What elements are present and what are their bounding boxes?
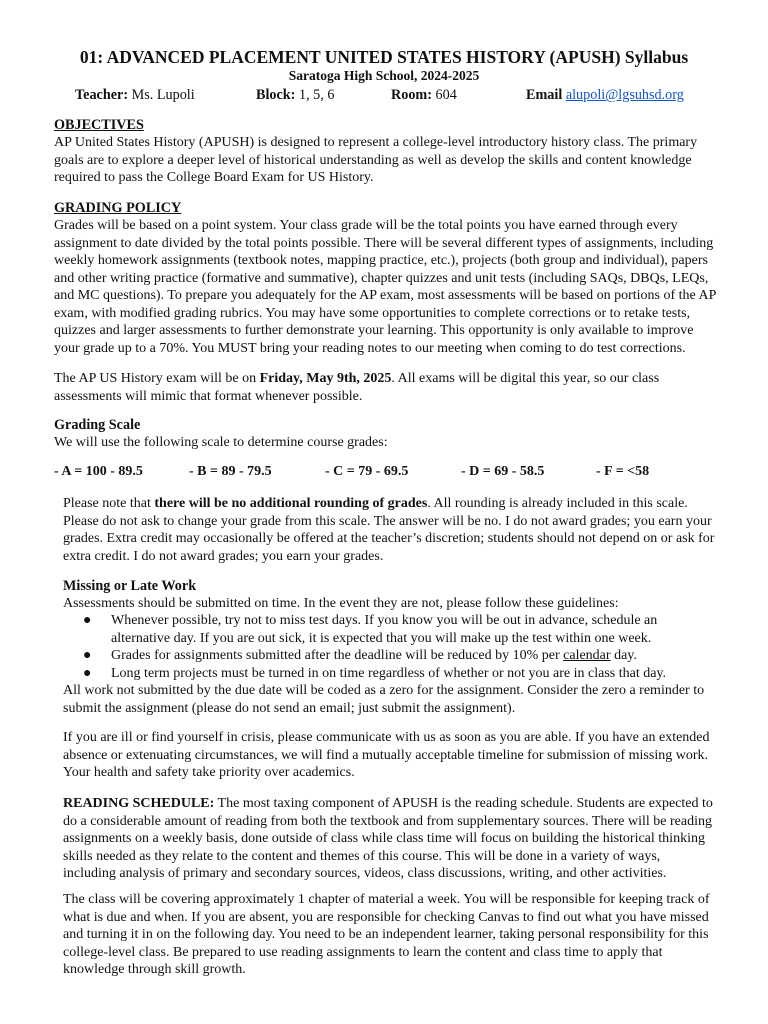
- bullet-icon: ●: [83, 613, 92, 628]
- objectives-heading: OBJECTIVES: [54, 117, 144, 133]
- grading-policy-text: Grades will be based on a point system. Your class grade will be the total points you have earned through every assignment to date divided by the total points possible. There will be several different types of assignments, including weekly homework assignments (textbook notes, mapping practice, etc.), projects (both group and individual), papers and other writing practice (formative and summative), chapter quizzes and unit tests (including SAQs, DBQs, LEQs, and MC questions). To prepare you adequately for the AP exam, most assessments will be based on portions of the AP exam, with modified grading rubrics. You may have some opportunities to complete corrections or to retake tests, quizzes and larger assessments to further demonstrate your learning. This opportunity is only available to improve your grade up to a 70%. You MUST bring your reading notes to our meeting when coming to do test corrections.: [54, 218, 716, 356]
- teacher-label: Teacher:: [75, 87, 129, 103]
- email-link[interactable]: alupoli@lgsuhsd.org: [565, 87, 684, 103]
- grade-d: - D = 69 - 58.5: [461, 464, 545, 479]
- rounding-note-bold: there will be no additional rounding of grades: [154, 496, 428, 511]
- teacher-info: [75, 86, 195, 104]
- block-value: 1, 5, 6: [298, 87, 335, 103]
- guideline-text: Whenever possible, try not to miss test days. If you know you will be out in advance, schedule an alternative day. If you are out sick, it is expected that you will make up the test within one week.: [111, 613, 658, 646]
- exam-date-post: . All exams will be digital this year, so our class assessments will mimic that format whenever possible.: [54, 371, 660, 404]
- page-title: 01: ADVANCED PLACEMENT UNITED STATES HISTORY (APUSH) Syllabus: [79, 47, 689, 67]
- crisis-paragraph: If you are ill or find yourself in crisis, please communicate with us as soon as you are able. If you have an extended absence or extenuating circumstances, we will find a mutually acceptable timeline for submission of missing work. Your health and safety take priority over academics.: [63, 730, 710, 780]
- late-work-intro: Assessments should be submitted on time. In the event they are not, please follow these guidelines:: [63, 596, 619, 611]
- email-info: [526, 86, 684, 104]
- bullet-icon: ●: [83, 648, 92, 663]
- grade-a: - A = 100 - 89.5: [54, 464, 143, 479]
- late-work-guidelines: [63, 612, 715, 682]
- email-label: Email: [526, 87, 563, 103]
- grade-c: - C = 79 - 69.5: [325, 464, 409, 479]
- grade-f: - F = <58: [596, 464, 650, 479]
- objectives-text: AP United States History (APUSH) is designed to represent a college-level introductory history class. The primary goals are to explore a deeper level of historical understanding as well as develop the skills and content knowledge required to pass the College Board Exam for US History.: [54, 135, 698, 185]
- grading-scale-intro: We will use the following scale to determine course grades:: [54, 435, 388, 450]
- exam-date: Friday, May 9th, 2025: [259, 371, 392, 386]
- block-label: Block:: [256, 87, 296, 103]
- late-work-heading: Missing or Late Work: [63, 578, 197, 594]
- room-label: Room:: [391, 87, 432, 103]
- exam-date-paragraph: [54, 370, 664, 405]
- guideline-item: [63, 647, 715, 665]
- grading-policy-heading: GRADING POLICY: [54, 200, 182, 216]
- exam-date-pre: The AP US History exam will be on: [54, 371, 260, 386]
- grade-b: - B = 89 - 79.5: [189, 464, 272, 479]
- guideline-text-post: day.: [610, 648, 637, 663]
- reading-schedule-paragraph: [63, 795, 715, 883]
- teacher-name: Ms. Lupoli: [131, 87, 195, 103]
- school-subtitle: Saratoga High School, 2024-2025: [288, 68, 480, 83]
- guideline-item: [63, 665, 715, 683]
- grading-scale-heading: Grading Scale: [54, 417, 141, 433]
- guideline-text: Long term projects must be turned in on time regardless of whether or not you are in class that day.: [111, 665, 667, 681]
- block-info: [256, 86, 334, 104]
- rounding-note-pre: Please note that: [63, 496, 155, 511]
- room-value: 604: [435, 87, 457, 103]
- reading-schedule-text: The most taxing component of APUSH is the reading schedule. Students are expected to do a considerable amount of reading from both the textbook and from supplementary sources. There will be reading assignments on a weekly basis, done outside of class while class time will focus on building the historical thinking skills needed as they relate to the content and themes of this course. This will be done in a variety of ways, including analysis of primary and secondary sources, videos, class discussions, writing, and other activities.: [63, 796, 713, 881]
- reading-schedule-heading: READING SCHEDULE:: [63, 796, 215, 811]
- rounding-note-post: . All rounding is already included in this scale. Please do not ask to change your grade from this scale. The answer will be no. I do not award grades; you earn your grades. Extra credit may occasionally be offered at the teacher’s discretion; students should not depend on or ask for extra credit. I do not award grades; you earn your grades.: [63, 496, 715, 564]
- guideline-text-pre: Grades for assignments submitted after the deadline will be reduced by 10% per: [111, 648, 564, 663]
- rounding-note: [63, 495, 715, 565]
- room-info: [391, 86, 457, 104]
- bullet-icon: ●: [83, 665, 92, 681]
- reading-schedule-paragraph-2: The class will be covering approximately 1 chapter of material a week. You will be responsible for keeping track of what is due and when. If you are absent, you are responsible for checking Canvas to find out what you have missed and turning it in on the following day. You need to be an independent learner, taking personal responsibility for this college-level class. Be prepared to use reading assignments to learn the content and class time to apply that knowledge through skill growth.: [63, 892, 710, 977]
- late-work-closing: All work not submitted by the due date will be coded as a zero for the assignment. Consider the zero a reminder to submit the assignment (please do not send an email; just submit the assignment).: [63, 683, 705, 716]
- guideline-item: [63, 612, 715, 647]
- guideline-text-underline: calendar: [563, 648, 611, 663]
